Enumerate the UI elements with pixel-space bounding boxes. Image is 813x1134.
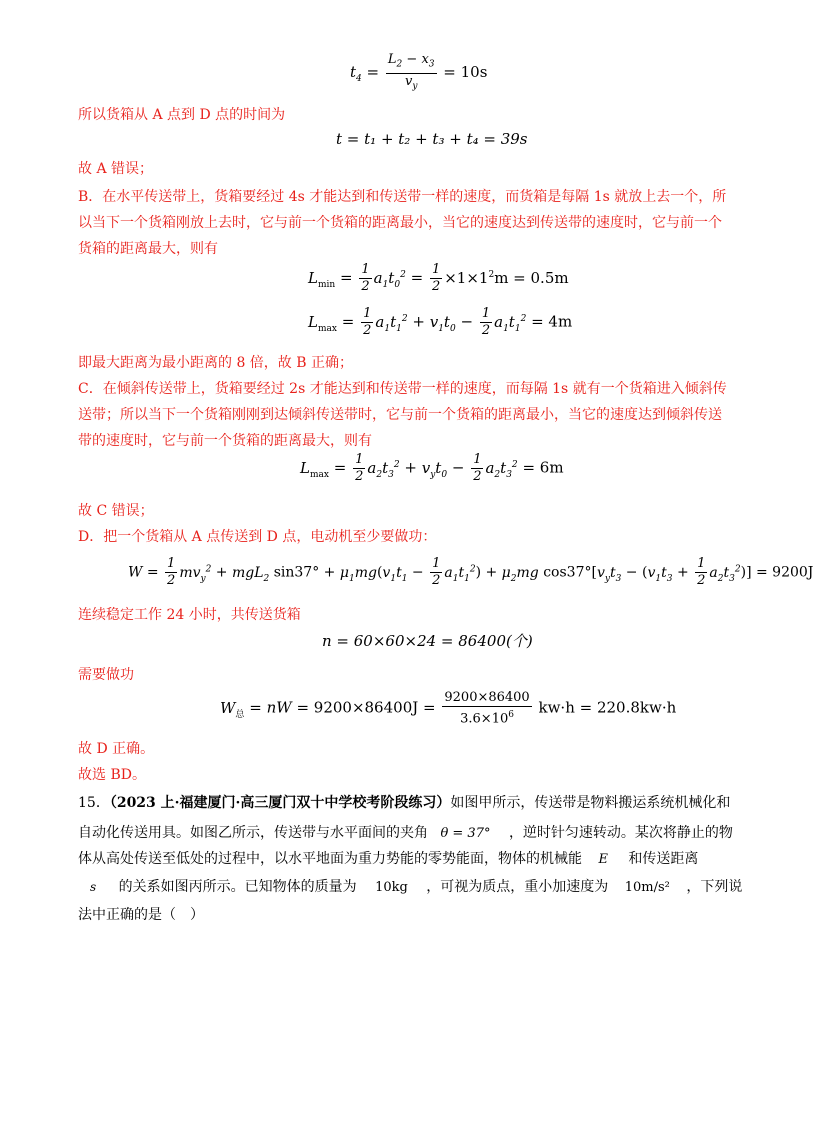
equation-lmin: $L_{min}$ = $\frac{1}{2}$ $a_1t_0^2$ = $\frac{1}{2}$ $\times 1\times 1^2m = 0.5m$: [308, 262, 569, 294]
text-time-a-to-d: 所以货箱从 A 点到 D 点的时间为: [78, 107, 286, 123]
equation-work: W = $\frac{1}{2}$ $mv_y^2 + mgL_2$ $\sin 37^\circ + \mu_1mg(v_1t_1$ − $\frac{1}{2}$ $a_1t_1^2) + \mu_2mg$ $\cos 37^\circ[v_yt_3 - (v_1t_3$ + $\frac{1}{2}$ $a_2t_3^2)] = 9200J$: [128, 556, 813, 588]
text-need-work: 需要做功: [78, 667, 134, 683]
text-b-correct: 即最大距离为最小距离的 8 倍，故 B 正确；: [78, 355, 353, 371]
question-15-line-1: [78, 792, 730, 814]
option-b-line-3: 货箱的距离最大，则有: [78, 241, 218, 257]
gravity-value: 10m/s²: [624, 880, 670, 895]
angle-symbol: θ = 37°: [440, 826, 491, 841]
text-a-wrong: 故 A 错误；: [78, 161, 154, 177]
question-15-line-3: [78, 848, 730, 871]
option-d-line-1: D．把一个货箱从 A 点传送到 D 点，电动机至少要做功：: [78, 529, 437, 545]
equation-t4: $t_4$ = $\frac{L_2 - x_3}{v_y}$ = 10s: [350, 52, 488, 92]
option-c-line-3: 带的速度时，它与前一个货箱的距离最大，则有: [78, 433, 372, 449]
question-source: （2023 上·福建厦门·高三厦门双十中学校考阶段练习）: [109, 795, 451, 811]
question-number: 15．: [78, 795, 110, 811]
equation-lmax-horizontal: $L_{max}$ = $\frac{1}{2}$ $a_1t_1^2 + v_1t_0$ − $\frac{1}{2}$ $a_1t_1^2 = 4m$: [308, 306, 573, 338]
text-answer: 故选 BD。: [78, 767, 146, 783]
option-b-line-1: B．在水平传送带上，货箱要经过 4s 才能达到和传送带一样的速度，而货箱是每隔 1s 就放上去一个，所: [78, 189, 727, 205]
question-text: ，下列说: [686, 879, 743, 895]
question-text: 体从高处传送至低处的过程中，以水平地面为重力势能的零势能面，物体的机械能: [78, 851, 582, 867]
equation-total-time: t = t₁ + t₂ + t₃ + t₄ = 39s: [336, 130, 528, 148]
question-15-line-5: 法中正确的是（ ）: [78, 907, 204, 923]
question-15-line-2: [78, 822, 733, 845]
text-d-correct: 故 D 正确。: [78, 741, 155, 757]
energy-symbol: E: [598, 852, 608, 867]
option-c-line-2: 送带；所以当下一个货箱刚刚到达倾斜传送带时，它与前一个货箱的距离最小，当它的速度达到倾斜传送: [78, 407, 722, 423]
equation-count: n = 60×60×24 = 86400(个): [322, 632, 533, 650]
option-c-line-1: C．在倾斜传送带上，货箱要经过 2s 才能达到和传送带一样的速度，而每隔 1s 就有一个货箱进入倾斜传: [78, 381, 727, 397]
equation-total-work: $W_总$ = nW = 9200×86400J = $\frac{9200\times 86400}{3.6\times 10^6}$ kw·h = 220.8kw·h: [220, 690, 677, 727]
question-text: ，逆时针匀速转动。某次将静止的物: [508, 825, 733, 841]
distance-symbol: s: [90, 880, 97, 894]
question-text: ，可视为质点，重小加速度为: [426, 879, 609, 895]
text-24-hours: 连续稳定工作 24 小时，共传送货箱: [78, 607, 301, 623]
text-c-wrong: 故 C 错误；: [78, 503, 154, 519]
option-b-line-2: 以当下一个货箱刚放上去时，它与前一个货箱的距离最小，当它的速度达到传送带的速度时，它与前一个: [78, 215, 722, 231]
question-15-line-4: [78, 876, 743, 899]
question-text: 如图甲所示，传送带是物料搬运系统机械化和: [450, 795, 731, 811]
mass-value: 10kg: [375, 880, 408, 895]
equation-lmax-incline: $L_{max}$ = $\frac{1}{2}$ $a_2t_3^2 + v_yt_0$ − $\frac{1}{2}$ $a_2t_3^2 = 6m$: [300, 452, 564, 484]
question-text: 的关系如图丙所示。已知物体的质量为: [118, 879, 357, 895]
question-text: 和传送距离: [628, 851, 699, 867]
question-text: 自动化传送用具。如图乙所示，传送带与水平面间的夹角: [78, 825, 428, 841]
